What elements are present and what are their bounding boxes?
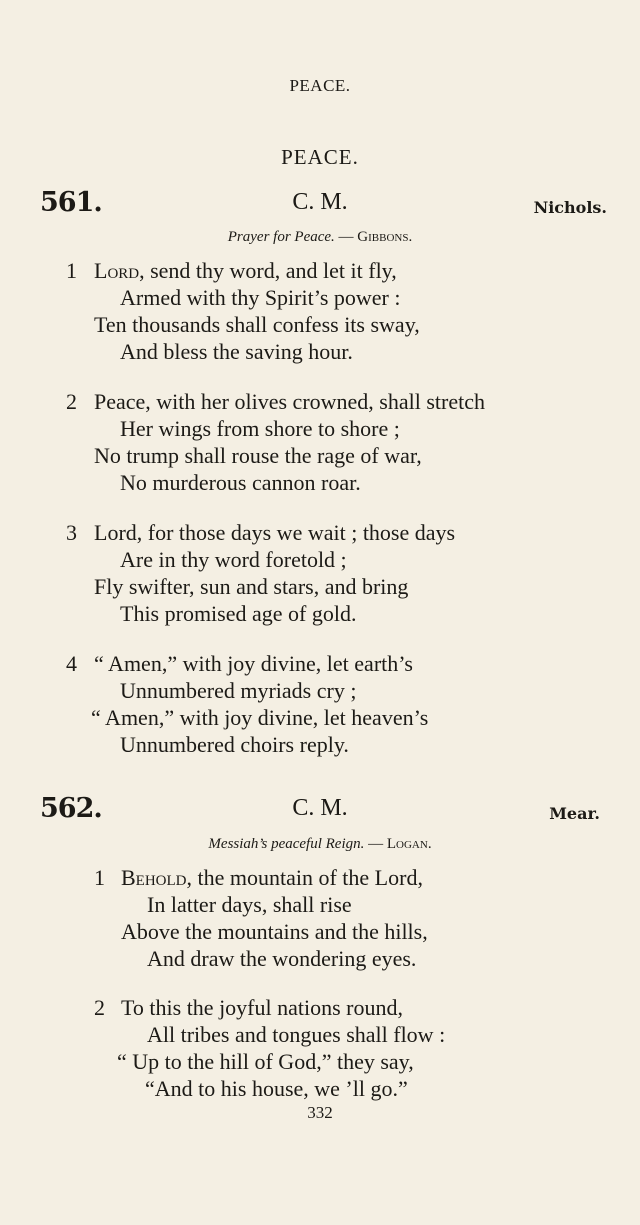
hymn-source	[0, 229, 640, 246]
verse-line: Peace, with her olives crowned, shall stretch	[94, 389, 485, 414]
hymn-source-dash: —	[364, 836, 387, 852]
section-title: PEACE.	[281, 145, 359, 169]
verse-number: 2	[94, 995, 105, 1020]
hymn-source-author: Gibbons.	[357, 229, 413, 245]
verse-line: Lord, for those days we wait ; those days	[94, 520, 456, 545]
verse-line: No trump shall rouse the rage of war,	[94, 443, 422, 468]
verse-line: All tribes and tongues shall flow :	[147, 1022, 446, 1047]
hymn-source-author: Logan.	[386, 836, 432, 852]
verse-line	[121, 865, 423, 891]
verse-line: Armed with thy Spirit’s power :	[120, 285, 401, 310]
tune-name: Mear.	[549, 804, 600, 823]
verse-line: Ten thousands shall confess its sway,	[94, 312, 420, 337]
verse-line-rest: , send thy word, and let it fly,	[139, 258, 397, 283]
hymn-source	[0, 836, 640, 853]
verse-line: And draw the wondering eyes.	[147, 946, 417, 971]
verse-line: This promised age of gold.	[120, 601, 357, 626]
verse-line: “And to his house, we ’ll go.”	[145, 1076, 408, 1101]
verse-line: To this the joyful nations round,	[121, 995, 403, 1020]
meter: C. M.	[292, 189, 348, 215]
verse-line	[94, 258, 397, 284]
verse-line: “ Amen,” with joy divine, let heaven’s	[91, 705, 429, 730]
verse-number: 4	[66, 651, 77, 676]
verse-number: 1	[94, 865, 105, 890]
hymn-source-title: Messiah’s peaceful Reign.	[208, 836, 365, 852]
verse-line-rest: , the mountain of the Lord,	[186, 865, 423, 890]
running-head: PEACE.	[289, 76, 351, 95]
hymn-source-dash: —	[334, 229, 358, 245]
verse-initial-word: Lord	[94, 258, 140, 283]
verse-line: Are in thy word foretold ;	[120, 547, 347, 572]
hymn-number: 562.	[40, 793, 102, 824]
verse-line: Unnumbered choirs reply.	[120, 732, 349, 757]
tune-name: Nichols.	[533, 198, 607, 217]
verse-line: Her wings from shore to shore ;	[120, 416, 400, 441]
verse-initial-word: Behold	[121, 865, 187, 890]
verse-number: 3	[66, 520, 77, 545]
verse-line: Above the mountains and the hills,	[121, 919, 428, 944]
verse-line: “ Amen,” with joy divine, let earth’s	[94, 651, 413, 676]
verse-line: No murderous cannon roar.	[120, 470, 361, 495]
verse-line: In latter days, shall rise	[147, 892, 352, 917]
verse-line: And bless the saving hour.	[120, 339, 353, 364]
meter: C. M.	[292, 795, 348, 821]
verse-number: 2	[66, 389, 77, 414]
verse-line: “ Up to the hill of God,” they say,	[117, 1049, 414, 1074]
page-number: 332	[307, 1103, 333, 1122]
hymn-number: 561.	[40, 187, 102, 218]
hymn-source-title: Prayer for Peace.	[227, 229, 335, 245]
verse-line: Fly swifter, sun and stars, and bring	[94, 574, 409, 599]
verse-line: Unnumbered myriads cry ;	[120, 678, 357, 703]
verse-number: 1	[66, 258, 77, 283]
